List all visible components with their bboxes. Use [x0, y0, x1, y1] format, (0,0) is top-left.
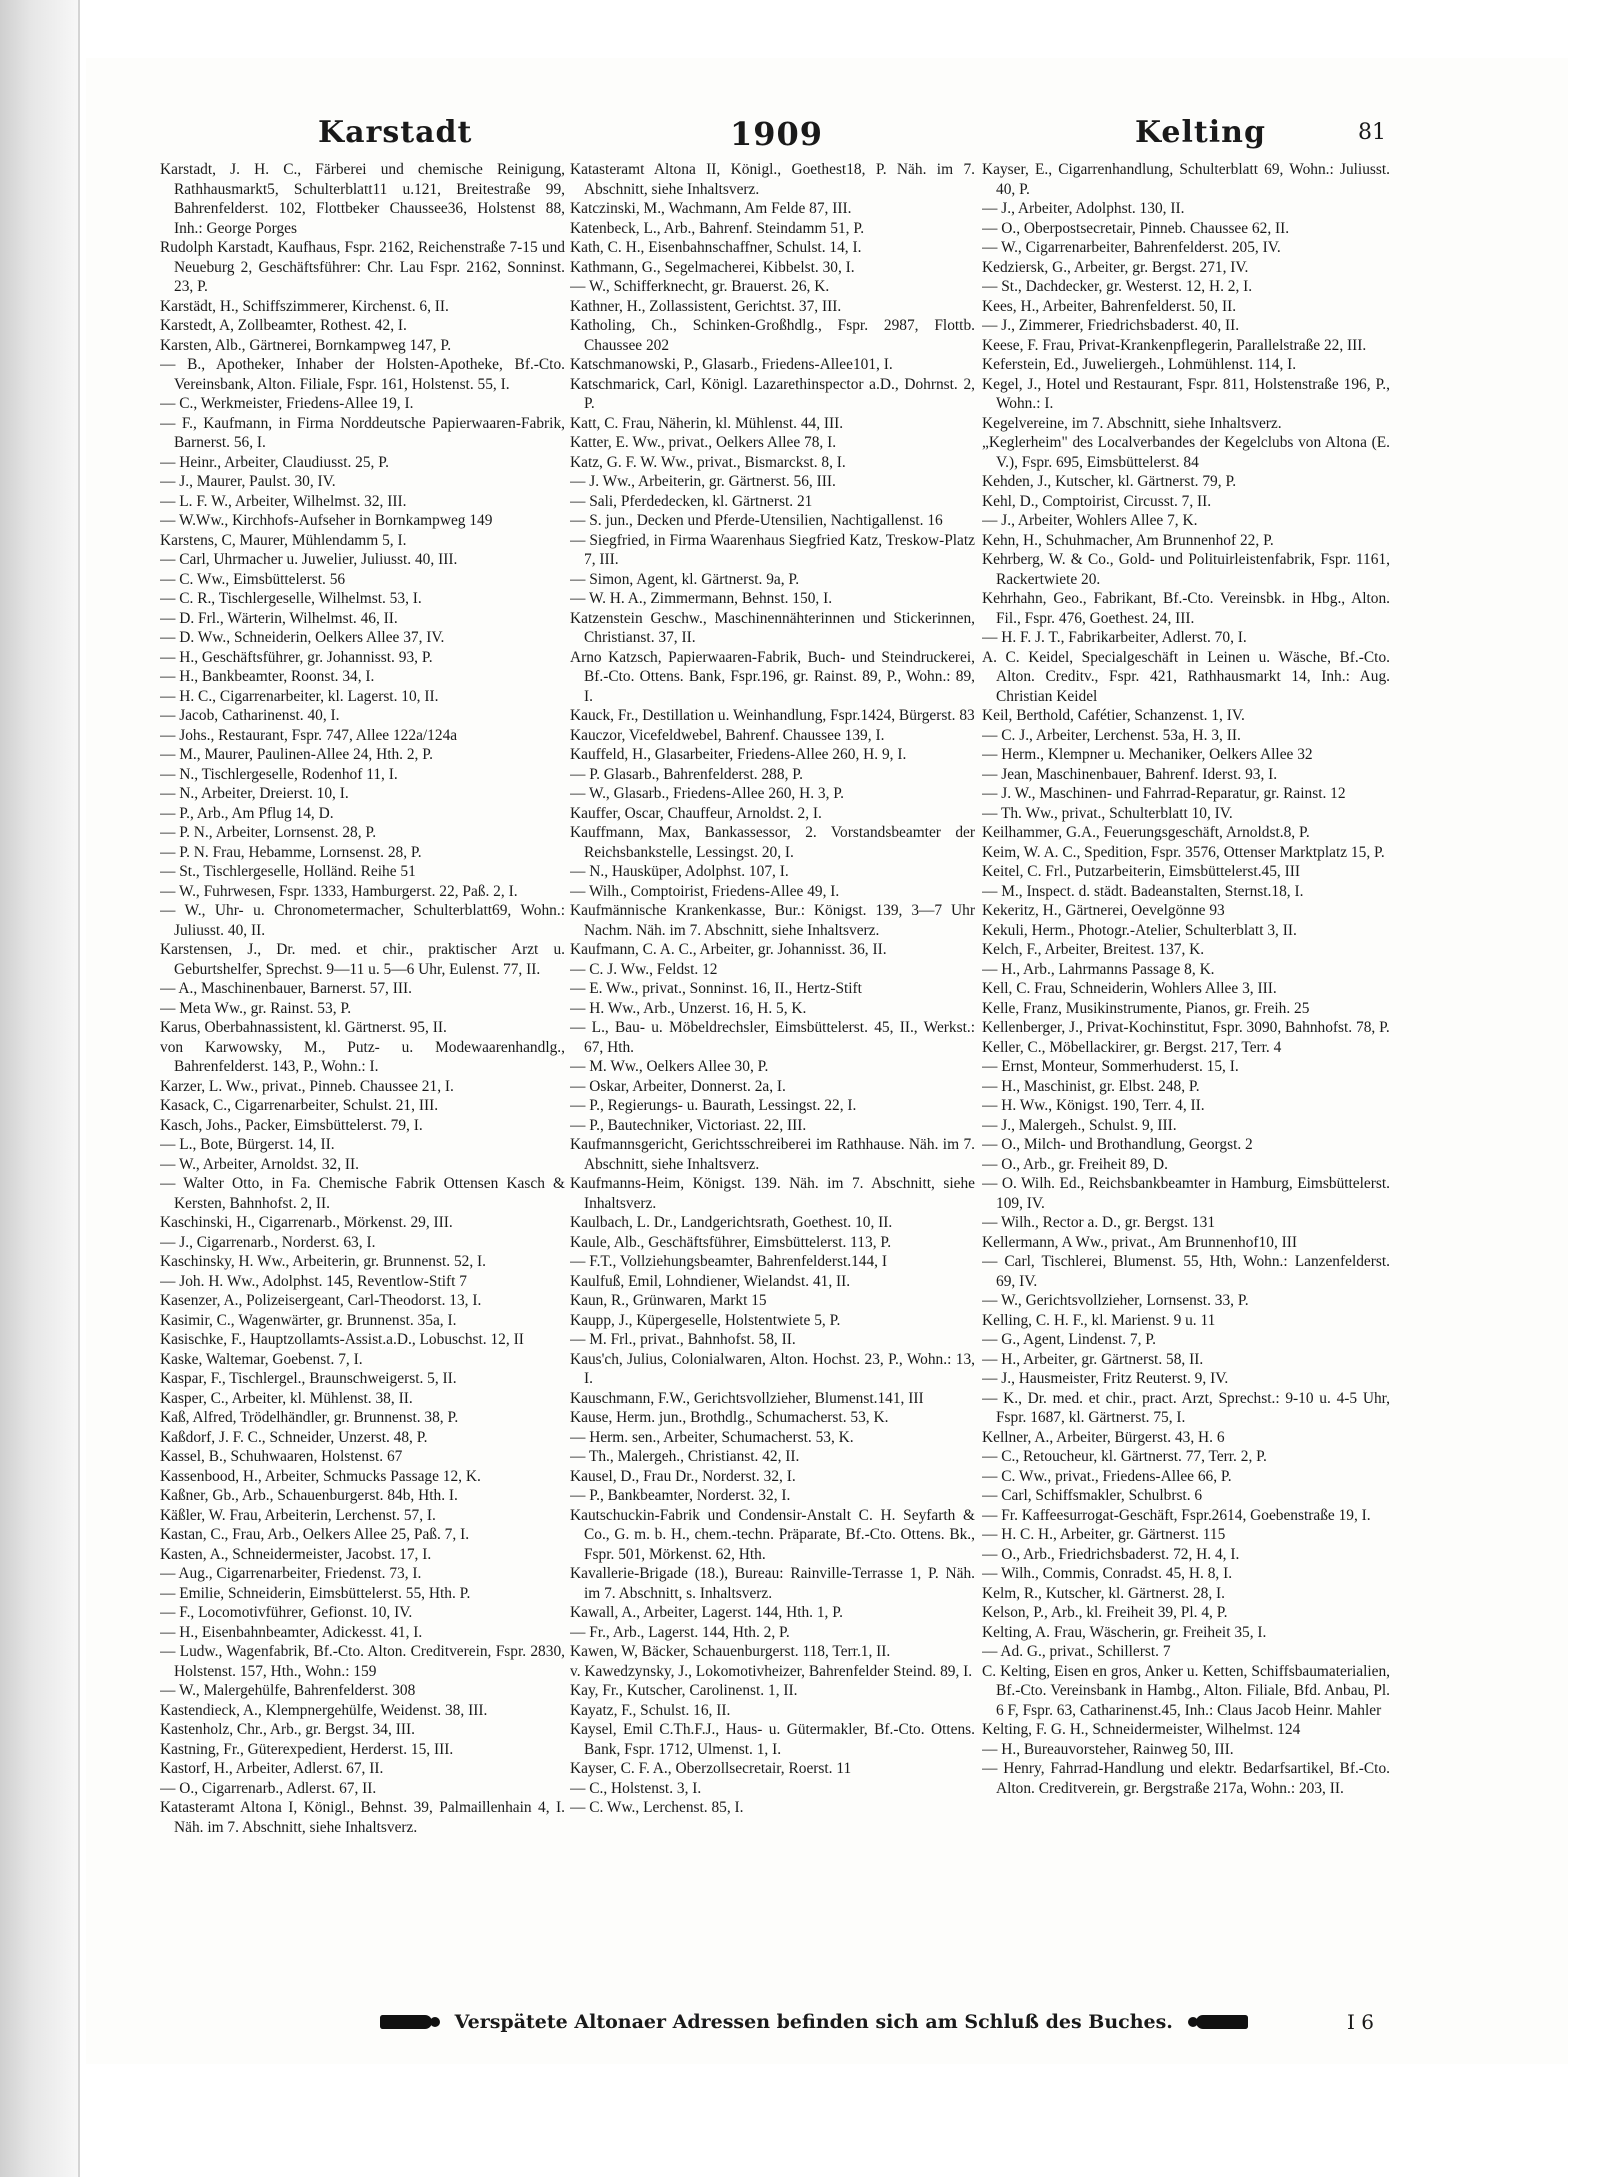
directory-entry: Kauczor, Vicefeldwebel, Bahrenf. Chaussee 139, I. — [570, 726, 885, 744]
directory-entry: Kekuli, Herm., Photogr.-Atelier, Schulterblatt 3, II. — [982, 921, 1297, 939]
directory-entry: — Ludw., Wagenfabrik, Bf.-Cto. Alton. Creditverein, Fspr. 2830, Holstenst. 157, Hth., Wohn.: 159 — [160, 1643, 565, 1680]
directory-entry: — C. R., Tischlergeselle, Wilhelmst. 53, I. — [160, 590, 422, 607]
directory-entry: — H., Maschinist, gr. Elbst. 248, P. — [982, 1077, 1200, 1095]
directory-entry: — J. Ww., Arbeiterin, gr. Gärtnerst. 56, III. — [570, 473, 836, 490]
directory-entry: Kaß, Alfred, Trödelhändler, gr. Brunnenst. 38, P. — [160, 1409, 459, 1426]
directory-entry: Kathner, H., Zollassistent, Gerichtst. 37, III. — [570, 297, 842, 315]
directory-entry: — Wilh., Comptoirist, Friedens-Allee 49, I. — [570, 882, 840, 900]
directory-entry: Kehl, D., Comptoirist, Circusst. 7, II. — [982, 492, 1212, 510]
directory-entry: Kelling, C. H. F., kl. Marienst. 9 u. 11 — [982, 1311, 1216, 1329]
directory-entry: Kastenholz, Chr., Arb., gr. Bergst. 34, III. — [160, 1721, 415, 1738]
directory-entry: Kauschmann, F.W., Gerichtsvollzieher, Blumenst.141, III — [570, 1389, 924, 1407]
directory-entry: Kassel, B., Schuhwaaren, Holstenst. 67 — [160, 1448, 403, 1465]
directory-entry: — O., Milch- und Brothandlung, Georgst. 2 — [982, 1136, 1253, 1153]
directory-entry: Kassenbood, H., Arbeiter, Schmucks Passage 12, K. — [160, 1467, 481, 1485]
directory-entry: Katzenstein Geschw., Maschinennähterinnen und Stickerinnen, Christianst. 37, II. — [570, 609, 975, 646]
directory-entry: — Henry, Fahrrad-Handlung und elektr. Bedarfsartikel, Bf.-Cto. Alton. Creditverein, gr. Bergstraße 217a, Wohn.: 203, II. — [982, 1760, 1390, 1797]
directory-entry: — P. N., Arbeiter, Lornsenst. 28, P. — [160, 824, 377, 841]
directory-entry: Keller, C., Möbellackirer, gr. Bergst. 217, Terr. 4 — [982, 1038, 1282, 1056]
directory-entry: Kehrberg, W. & Co., Gold- und Polituirleistenfabrik, Fspr. 1161, Rackertwiete 20. — [982, 551, 1390, 588]
directory-entry: Kawall, A., Arbeiter, Lagerst. 144, Hth. 1, P. — [570, 1604, 843, 1621]
directory-entry: Arno Katzsch, Papierwaaren-Fabrik, Buch- und Steindruckerei, Bf.-Cto. Ottens. Bank, Fspr.196, gr. Rainst. 89, P., Wohn.: 89, I. — [570, 648, 975, 705]
directory-entry: Kayatz, F., Schulst. 16, II. — [570, 1701, 731, 1719]
directory-entry: Keese, F. Frau, Privat-Krankenpflegerin, Parallelstraße 22, III. — [982, 336, 1367, 354]
directory-column-2 — [570, 160, 975, 2000]
header-year: 1909 — [730, 115, 824, 153]
directory-entry: Kelch, F., Arbeiter, Breitest. 137, K. — [982, 941, 1205, 958]
directory-entry: — H., Arb., Lahrmanns Passage 8, K. — [982, 960, 1215, 978]
directory-entry: — O., Arb., Friedrichsbaderst. 72, H. 4, I. — [982, 1545, 1240, 1563]
directory-entry: — Carl, Tischlerei, Blumenst. 55, Hth, Wohn.: Lanzenfelderst. 69, IV. — [982, 1253, 1390, 1290]
directory-entry: Kaufmann, C. A. C., Arbeiter, gr. Johannisst. 36, II. — [570, 941, 887, 958]
directory-entry: Rudolph Karstadt, Kaufhaus, Fspr. 2162, Reichenstraße 7-15 und Neueburg 2, Geschäftsführer: Chr. Lau Fspr. 2162, Sonninst. 23, P. — [160, 239, 565, 295]
directory-entry: — Fr., Arb., Lagerst. 144, Hth. 2, P. — [570, 1623, 790, 1641]
directory-entry: — C., Retoucheur, kl. Gärtnerst. 77, Terr. 2, P. — [982, 1448, 1267, 1465]
directory-entry: — P., Arb., Am Pflug 14, D. — [160, 804, 334, 822]
directory-entry: — J., Maurer, Paulst. 30, IV. — [160, 473, 336, 490]
directory-entry: Katasteramt Altona II, Königl., Goethest18, P. Näh. im 7. Abschnitt, siehe Inhaltsverz. — [570, 161, 975, 198]
directory-entry: — W., Gerichtsvollzieher, Lornsenst. 33, P. — [982, 1292, 1249, 1309]
directory-entry: — Fr. Kaffeesurrogat-Geschäft, Fspr.2614, Goebenstraße 19, I. — [982, 1506, 1371, 1524]
directory-entry: Katenbeck, L., Arb., Bahrenf. Steindamm 51, P. — [570, 219, 865, 237]
directory-entry: Kasimir, C., Wagenwärter, gr. Brunnenst. 35a, I. — [160, 1311, 457, 1329]
directory-entry: Karzer, L. Ww., privat., Pinneb. Chaussee 21, I. — [160, 1077, 454, 1095]
directory-entry: Kath, C. H., Eisenbahnschaffner, Schulst. 14, I. — [570, 239, 862, 256]
directory-entry: — Oskar, Arbeiter, Donnerst. 2a, I. — [570, 1077, 786, 1095]
directory-entry: Keilhammer, G.A., Feuerungsgeschäft, Arnoldst.8, P. — [982, 824, 1310, 841]
directory-entry: — W., Cigarrenarbeiter, Bahrenfelderst. 205, IV. — [982, 239, 1281, 256]
directory-entry: — P. Glasarb., Bahrenfelderst. 288, P. — [570, 765, 803, 783]
footer-text: Verspätete Altonaer Adressen befinden sich am Schluß des Buches. — [454, 2011, 1173, 2033]
directory-entry: — H., Arbeiter, gr. Gärtnerst. 58, II. — [982, 1350, 1204, 1368]
directory-entry: Kelting, A. Frau, Wäscherin, gr. Freiheit 35, I. — [982, 1623, 1267, 1641]
directory-entry: — Walter Otto, in Fa. Chemische Fabrik Ottensen Kasch & Kersten, Bahnhofst. 2, II. — [160, 1175, 565, 1212]
directory-entry: Kavallerie-Brigade (18.), Bureau: Rainville-Terrasse 1, P. Näh. im 7. Abschnitt, s. Inhaltsverz. — [570, 1565, 975, 1602]
directory-entry: Karstädt, H., Schiffszimmerer, Kirchenst. 6, II. — [160, 297, 449, 315]
directory-entry: Kaupp, J., Küpergeselle, Holstentwiete 5, P. — [570, 1311, 841, 1329]
directory-column-3 — [982, 160, 1390, 2000]
directory-entry: — E. Ww., privat., Sonninst. 16, II., Hertz-Stift — [570, 980, 862, 997]
directory-entry: Kasenzer, A., Polizeisergeant, Carl-Theodorst. 13, I. — [160, 1292, 482, 1309]
directory-entry: Katschmarick, Carl, Königl. Lazarethinspector a.D., Dohrnst. 2, P. — [570, 375, 975, 412]
directory-entry: Kautschuckin-Fabrik und Condensir-Anstalt C. H. Seyfarth & Co., G. m. b. H., chem.-techn. Präparate, Bf.-Cto. Ottens. Bk., Fspr. 501, Mörkenst. 62, Hth. — [570, 1506, 975, 1563]
directory-entry: Kastan, C., Frau, Arb., Oelkers Allee 25, Paß. 7, I. — [160, 1526, 470, 1543]
directory-entry: Katter, E. Ww., privat., Oelkers Allee 78, I. — [570, 434, 837, 451]
directory-entry: — C. J. Ww., Feldst. 12 — [570, 960, 718, 978]
directory-entry: — Sali, Pferdedecken, kl. Gärtnerst. 21 — [570, 492, 813, 510]
directory-entry: — P., Bautechniker, Victoriast. 22, III. — [570, 1116, 807, 1134]
directory-entry: Kelm, R., Kutscher, kl. Gärtnerst. 28, I. — [982, 1584, 1226, 1602]
directory-entry: Kelle, Franz, Musikinstrumente, Pianos, gr. Freih. 25 — [982, 999, 1310, 1017]
directory-entry: Kees, H., Arbeiter, Bahrenfelderst. 50, II. — [982, 297, 1237, 315]
directory-entry: — J., Arbeiter, Wohlers Allee 7, K. — [982, 512, 1198, 529]
directory-entry: v. Kawedzynsky, J., Lokomotivheizer, Bahrenfelder Steind. 89, I. — [570, 1662, 973, 1680]
page-edge — [0, 0, 78, 2177]
page-number: 81 — [1358, 120, 1386, 145]
directory-entry: — C., Werkmeister, Friedens-Allee 19, I. — [160, 395, 414, 412]
directory-entry: — J. W., Maschinen- und Fahrrad-Reparatur, gr. Rainst. 12 — [982, 785, 1346, 802]
directory-entry: — Aug., Cigarrenarbeiter, Friedenst. 73, I. — [160, 1565, 422, 1582]
directory-entry: Kaufmanns-Heim, Königst. 139. Näh. im 7. Abschnitt, siehe Inhaltsverz. — [570, 1175, 975, 1212]
directory-entry: — J., Hausmeister, Fritz Reuterst. 9, IV. — [982, 1370, 1229, 1387]
directory-entry: Kegel, J., Hotel und Restaurant, Fspr. 811, Holstenstraße 196, P., Wohn.: I. — [982, 375, 1390, 412]
directory-entry: — K., Dr. med. et chir., pract. Arzt, Sprechst.: 9-10 u. 4-5 Uhr, Fspr. 1687, kl. Gärtnerst. 75, I. — [982, 1389, 1390, 1426]
directory-entry: Karstadt, J. H. C., Färberei und chemische Reinigung, Rathhausmarkt5, Schulterblatt11 u.121, Breitestraße 99, Bahrenfelderst. 102, Flottbeker Chaussee36, Holstenst 88, Inh.: George Porges — [160, 161, 565, 237]
directory-entry: — W., Fuhrwesen, Fspr. 1333, Hamburgerst. 22, Paß. 2, I. — [160, 882, 518, 900]
directory-entry: Karstensen, J., Dr. med. et chir., praktischer Arzt u. Geburtshelfer, Sprechst. 9—11 u. 5—6 Uhr, Eulenst. 77, II. — [160, 941, 565, 978]
directory-entry: — D. Frl., Wärterin, Wilhelmst. 46, II. — [160, 609, 398, 627]
directory-entry: — P., Regierungs- u. Baurath, Lessingst. 22, I. — [570, 1097, 857, 1114]
directory-entry: — J., Zimmerer, Friedrichsbaderst. 40, II. — [982, 317, 1240, 334]
directory-entry: „Keglerheim" des Localverbandes der Kegelclubs von Altona (E. V.), Fspr. 695, Eimsbüttelerst. 84 — [982, 434, 1390, 471]
directory-entry: Katczinski, M., Wachmann, Am Felde 87, III. — [570, 200, 852, 217]
directory-entry: Karstens, C, Maurer, Mühlendamm 5, I. — [160, 531, 407, 549]
directory-entry: — Johs., Restaurant, Fspr. 747, Allee 122a/124a — [160, 726, 458, 744]
directory-entry: Kellenberger, J., Privat-Kochinstitut, Fspr. 3090, Bahnhofst. 78, P. — [982, 1019, 1390, 1036]
directory-entry: Kauffer, Oscar, Chauffeur, Arnoldst. 2, I. — [570, 804, 822, 822]
directory-entry: — P. N. Frau, Hebamme, Lornsenst. 28, P. — [160, 843, 422, 861]
directory-entry: Kauffeld, H., Glasarbeiter, Friedens-Allee 260, H. 9, I. — [570, 746, 907, 763]
directory-entry: — Jean, Maschinenbauer, Bahrenf. Iderst. 93, I. — [982, 765, 1278, 783]
directory-entry: — M. Ww., Oelkers Allee 30, P. — [570, 1058, 769, 1075]
directory-entry: — Herm., Klempner u. Mechaniker, Oelkers Allee 32 — [982, 746, 1313, 763]
directory-entry: Kauck, Fr., Destillation u. Weinhandlung, Fspr.1424, Bürgerst. 83 — [570, 707, 975, 724]
pointing-hand-icon — [380, 2015, 432, 2029]
directory-entry: — Th., Malergeh., Christianst. 42, II. — [570, 1448, 800, 1465]
directory-entry: — M. Frl., privat., Bahnhofst. 58, II. — [570, 1331, 796, 1348]
directory-entry: von Karwowsky, M., Putz- u. Modewaarenhandlg., Bahrenfelderst. 143, P., Wohn.: I. — [160, 1038, 565, 1075]
directory-entry: C. Kelting, Eisen en gros, Anker u. Ketten, Schiffsbaumaterialien, Bf.-Cto. Vereinsbank in Hambg., Alton. Filiale, Bfd. Anbau, Pl. 6 F, Fspr. 63, Catharinenst.45, Inh.: Claus Jacob Heinr. Mahler — [982, 1662, 1390, 1719]
directory-entry: Katschmanowski, P., Glasarb., Friedens-Allee101, I. — [570, 356, 893, 373]
directory-entry: — C. Ww., privat., Friedens-Allee 66, P. — [982, 1467, 1232, 1485]
directory-entry: — B., Apotheker, Inhaber der Holsten-Apotheke, Bf.-Cto. Vereinsbank, Alton. Filiale, Fspr. 161, Holstenst. 55, I. — [160, 356, 565, 393]
directory-entry: — O., Cigarrenarb., Adlerst. 67, II. — [160, 1779, 377, 1797]
directory-entry: Kaschinski, H., Cigarrenarb., Mörkenst. 29, III. — [160, 1214, 453, 1231]
directory-entry: — D. Ww., Schneiderin, Oelkers Allee 37, IV. — [160, 629, 445, 646]
directory-entry: Karus, Oberbahnassistent, kl. Gärtnerst. 95, II. — [160, 1019, 447, 1036]
directory-entry: Kauffmann, Max, Bankassessor, 2. Vorstandsbeamter der Reichsbankstelle, Lessingst. 20, I. — [570, 824, 975, 861]
directory-entry: Kasch, Johs., Packer, Eimsbüttelerst. 79, I. — [160, 1116, 423, 1134]
directory-entry: Kausel, D., Frau Dr., Norderst. 32, I. — [570, 1467, 796, 1485]
directory-entry: — A., Maschinenbauer, Barnerst. 57, III. — [160, 980, 412, 997]
directory-entry: — H., Geschäftsführer, gr. Johannisst. 93, P. — [160, 648, 433, 666]
directory-entry: Kasper, C., Arbeiter, kl. Mühlenst. 38, II. — [160, 1389, 413, 1407]
directory-entry: — Carl, Uhrmacher u. Juwelier, Juliusst. 40, III. — [160, 551, 458, 568]
directory-entry: — N., Hausküper, Adolphst. 107, I. — [570, 863, 789, 880]
directory-entry: — Ernst, Monteur, Sommerhuderst. 15, I. — [982, 1058, 1239, 1075]
directory-entry: Kause, Herm. jun., Brothdlg., Schumacherst. 53, K. — [570, 1409, 889, 1426]
directory-entry: Kasischke, F., Hauptzollamts-Assist.a.D., Lobuschst. 12, II — [160, 1331, 524, 1348]
directory-entry: Käßler, W. Frau, Arbeiterin, Lerchenst. 57, I. — [160, 1506, 436, 1524]
directory-entry: — O., Oberpostsecretair, Pinneb. Chaussee 62, II. — [982, 219, 1290, 237]
directory-entry: — F.T., Vollziehungsbeamter, Bahrenfelderst.144, I — [570, 1253, 888, 1270]
directory-entry: Kelting, F. G. H., Schneidermeister, Wilhelmst. 124 — [982, 1721, 1301, 1738]
directory-entry: Keferstein, Ed., Juweliergeh., Lohmühlenst. 114, I. — [982, 356, 1297, 373]
directory-entry: Kay, Fr., Kutscher, Carolinenst. 1, II. — [570, 1682, 798, 1699]
directory-entry: Kathmann, G., Segelmacherei, Kibbelst. 30, I. — [570, 258, 855, 276]
directory-entry: — Jacob, Catharinenst. 40, I. — [160, 707, 340, 724]
directory-entry: Kaus'ch, Julius, Colonialwaren, Alton. Hochst. 23, P., Wohn.: 13, I. — [570, 1350, 975, 1387]
directory-entry: — H. Ww., Arb., Unzerst. 16, H. 5, K. — [570, 999, 807, 1017]
directory-entry: — J., Malergeh., Schulst. 9, III. — [982, 1116, 1177, 1134]
header-right-keyword: Kelting — [1135, 115, 1266, 150]
directory-entry: — C. J., Arbeiter, Lerchenst. 53a, H. 3, II. — [982, 726, 1241, 744]
directory-entry: — Carl, Schiffsmakler, Schulbrst. 6 — [982, 1487, 1203, 1504]
directory-entry: Kaulfuß, Emil, Lohndiener, Wielandst. 41, II. — [570, 1272, 851, 1290]
directory-entry: Kaysel, Emil C.Th.F.J., Haus- u. Gütermakler, Bf.-Cto. Ottens. Bank, Fspr. 1712, Ulmenst. 1, I. — [570, 1721, 975, 1758]
directory-entry: — M., Inspect. d. städt. Badeanstalten, Sternst.18, I. — [982, 882, 1304, 900]
directory-entry: — Ad. G., privat., Schillerst. 7 — [982, 1643, 1171, 1660]
directory-entry: Kaßner, Gb., Arb., Schauenburgerst. 84b, Hth. I. — [160, 1487, 458, 1504]
directory-entry: — M., Maurer, Paulinen-Allee 24, Hth. 2, P. — [160, 746, 433, 763]
directory-entry: Kastning, Fr., Güterexpedient, Herderst. 15, III. — [160, 1740, 454, 1758]
directory-entry: Karstedt, A, Zollbeamter, Rothest. 42, I. — [160, 317, 407, 334]
directory-entry: Kellermann, A Ww., privat., Am Brunnenhof10, III — [982, 1233, 1298, 1251]
directory-entry: — P., Bankbeamter, Norderst. 32, I. — [570, 1487, 791, 1504]
directory-entry: Kastorf, H., Arbeiter, Adlerst. 67, II. — [160, 1760, 384, 1777]
directory-entry: — S. jun., Decken und Pferde-Utensilien, Nachtigallenst. 16 — [570, 512, 943, 529]
directory-entry: Kehrhahn, Geo., Fabrikant, Bf.-Cto. Vereinsbk. in Hbg., Alton. Fil., Fspr. 476, Goethest. 24, III. — [982, 590, 1390, 627]
directory-entry: — W., Schifferknecht, gr. Brauerst. 26, K. — [570, 278, 830, 295]
directory-entry: — W., Glasarb., Friedens-Allee 260, H. 3, P. — [570, 785, 845, 802]
directory-entry: — O. Wilh. Ed., Reichsbankbeamter in Hamburg, Eimsbüttelerst. 109, IV. — [982, 1175, 1390, 1212]
directory-entry: — H. F. J. T., Fabrikarbeiter, Adlerst. 70, I. — [982, 629, 1247, 646]
directory-entry: Karsten, Alb., Gärtnerei, Bornkampweg 147, P. — [160, 336, 452, 354]
directory-entry: Kasack, C., Cigarrenarbeiter, Schulst. 21, III. — [160, 1097, 439, 1114]
directory-entry: Kehden, J., Kutscher, kl. Gärtnerst. 79, P. — [982, 473, 1237, 490]
directory-entry: Kelson, P., Arb., kl. Freiheit 39, Pl. 4, P. — [982, 1604, 1228, 1621]
directory-entry: — H., Bureauvorsteher, Rainweg 50, III. — [982, 1740, 1234, 1758]
directory-entry: — Emilie, Schneiderin, Eimsbüttelerst. 55, Hth. P. — [160, 1584, 471, 1602]
directory-entry: — C. Ww., Lerchenst. 85, I. — [570, 1799, 744, 1816]
directory-entry: Keil, Berthold, Cafétier, Schanzenst. 1, IV. — [982, 707, 1245, 724]
directory-entry: Kawen, W, Bäcker, Schauenburgerst. 118, Terr.1, II. — [570, 1643, 891, 1660]
directory-entry: — F., Kaufmann, in Firma Norddeutsche Papierwaaren-Fabrik, Barnerst. 56, I. — [160, 414, 565, 451]
directory-entry: — Wilh., Commis, Conradst. 45, H. 8, I. — [982, 1565, 1233, 1582]
directory-entry: — J., Arbeiter, Adolphst. 130, II. — [982, 200, 1185, 217]
directory-entry: Kaske, Waltemar, Goebenst. 7, I. — [160, 1350, 363, 1368]
directory-entry: — L. F. W., Arbeiter, Wilhelmst. 32, III. — [160, 492, 407, 510]
directory-entry: A. C. Keidel, Specialgeschäft in Leinen u. Wäsche, Bf.-Cto. Alton. Creditv., Fspr. 421, Rathhausmarkt 14, Inh.: Aug. Christian Keidel — [982, 648, 1390, 705]
directory-entry: — C. Ww., Eimsbüttelerst. 56 — [160, 570, 346, 588]
signature-mark: I 6 — [1347, 2010, 1374, 2034]
directory-entry: — G., Agent, Lindenst. 7, P. — [982, 1331, 1156, 1348]
directory-entry: Kayser, E., Cigarrenhandlung, Schulterblatt 69, Wohn.: Juliusst. 40, P. — [982, 161, 1390, 198]
directory-entry: Kell, C. Frau, Schneiderin, Wohlers Allee 3, III. — [982, 980, 1277, 997]
directory-entry: Katt, C. Frau, Näherin, kl. Mühlenst. 44, III. — [570, 414, 844, 432]
directory-entry: Kegelvereine, im 7. Abschnitt, siehe Inhaltsverz. — [982, 414, 1282, 432]
directory-entry: Kaule, Alb., Geschäftsführer, Eimsbüttelerst. 113, P. — [570, 1233, 892, 1251]
directory-entry: — H. C., Cigarrenarbeiter, kl. Lagerst. 10, II. — [160, 687, 439, 705]
header-left-keyword: Karstadt — [318, 115, 473, 150]
directory-entry: — H. C. H., Arbeiter, gr. Gärtnerst. 115 — [982, 1526, 1226, 1543]
directory-entry: Kellner, A., Arbeiter, Bürgerst. 43, H. 6 — [982, 1428, 1225, 1446]
directory-entry: Kasten, A., Schneidermeister, Jacobst. 17, I. — [160, 1545, 432, 1563]
directory-entry: — O., Arb., gr. Freiheit 89, D. — [982, 1155, 1168, 1173]
directory-entry: Keitel, C. Frl., Putzarbeiterin, Eimsbüttelerst.45, III — [982, 863, 1301, 880]
directory-entry: Kaufmännische Krankenkasse, Bur.: Königst. 139, 3—7 Uhr Nachm. Näh. im 7. Abschnitt, siehe Inhaltsverz. — [570, 902, 975, 939]
directory-entry: — Heinr., Arbeiter, Claudiusst. 25, P. — [160, 453, 389, 471]
directory-entry: Kedziersk, G., Arbeiter, gr. Bergst. 271, IV. — [982, 258, 1249, 276]
directory-entry: — Th. Ww., privat., Schulterblatt 10, IV. — [982, 804, 1233, 822]
directory-entry: Kaspar, F., Tischlergel., Braunschweigerst. 5, II. — [160, 1370, 457, 1387]
directory-entry: — Wilh., Rector a. D., gr. Bergst. 131 — [982, 1214, 1216, 1231]
directory-entry: — J., Cigarrenarb., Norderst. 63, I. — [160, 1233, 376, 1251]
directory-entry: — W., Arbeiter, Arnoldst. 32, II. — [160, 1155, 360, 1173]
directory-entry: Kastendieck, A., Klempnergehülfe, Weidenst. 38, III. — [160, 1701, 488, 1719]
directory-entry: — St., Tischlergeselle, Holländ. Reihe 51 — [160, 863, 416, 880]
directory-entry: Katasteramt Altona I, Königl., Behnst. 39, Palmaillenhain 4, I. Näh. im 7. Abschnitt, siehe Inhaltsverz. — [160, 1799, 565, 1836]
directory-entry: Kaulbach, L. Dr., Landgerichtsrath, Goethest. 10, II. — [570, 1214, 893, 1231]
directory-entry: — Meta Ww., gr. Rainst. 53, P. — [160, 999, 352, 1017]
directory-entry: — H. Ww., Königst. 190, Terr. 4, II. — [982, 1097, 1205, 1114]
directory-entry: Keim, W. A. C., Spedition, Fspr. 3576, Ottenser Marktplatz 15, P. — [982, 843, 1385, 861]
directory-entry: — H., Eisenbahnbeamter, Adickesst. 41, I. — [160, 1623, 423, 1641]
directory-entry: Katz, G. F. W. Ww., privat., Bismarckst. 8, I. — [570, 453, 846, 471]
directory-entry: — Simon, Agent, kl. Gärtnerst. 9a, P. — [570, 570, 800, 588]
pointing-hand-icon — [1196, 2015, 1248, 2029]
directory-entry: Kaßdorf, J. F. C., Schneider, Unzerst. 48, P. — [160, 1428, 428, 1446]
directory-entry: Kaschinsky, H. Ww., Arbeiterin, gr. Brunnenst. 52, I. — [160, 1253, 487, 1270]
directory-entry: — N., Arbeiter, Dreierst. 10, I. — [160, 785, 349, 802]
directory-column-1 — [160, 160, 565, 2000]
directory-entry: Kaun, R., Grünwaren, Markt 15 — [570, 1292, 767, 1309]
directory-entry: Katholing, Ch., Schinken-Großhdlg., Fspr. 2987, Flottb. Chaussee 202 — [570, 317, 975, 354]
directory-entry: — St., Dachdecker, gr. Westerst. 12, H. 2, I. — [982, 278, 1253, 295]
directory-entry: — W., Uhr- u. Chronometermacher, Schulterblatt69, Wohn.: Juliusst. 40, II. — [160, 902, 565, 939]
directory-entry: — W.Ww., Kirchhofs-Aufseher in Bornkampweg 149 — [160, 512, 493, 529]
directory-entry: Kehn, H., Schuhmacher, Am Brunnenhof 22, P. — [982, 531, 1274, 549]
directory-entry: Kayser, C. F. A., Oberzollsecretair, Roerst. 11 — [570, 1760, 852, 1777]
directory-entry: — L., Bau- u. Möbeldrechsler, Eimsbüttelerst. 45, II., Werkst.: 67, Hth. — [570, 1019, 975, 1056]
directory-entry: — L., Bote, Bürgerst. 14, II. — [160, 1136, 335, 1153]
directory-entry: — Herm. sen., Arbeiter, Schumacherst. 53, K. — [570, 1428, 854, 1446]
directory-entry: Kaufmannsgericht, Gerichtsschreiberei im Rathhause. Näh. im 7. Abschnitt, siehe Inhaltsverz. — [570, 1136, 975, 1173]
directory-entry: — C., Holstenst. 3, I. — [570, 1779, 702, 1797]
directory-entry: — H., Bankbeamter, Roonst. 34, I. — [160, 668, 375, 685]
directory-entry: — W., Malergehülfe, Bahrenfelderst. 308 — [160, 1682, 416, 1699]
directory-entry: — Siegfried, in Firma Waarenhaus Siegfried Katz, Treskow-Platz 7, III. — [570, 531, 975, 568]
footer-notice — [380, 2010, 1340, 2040]
directory-entry: Kekeritz, H., Gärtnerei, Oevelgönne 93 — [982, 902, 1225, 919]
directory-entry: — N., Tischlergeselle, Rodenhof 11, I. — [160, 765, 398, 783]
page-gutter — [78, 0, 80, 2177]
directory-entry: — W. H. A., Zimmermann, Behnst. 150, I. — [570, 590, 833, 607]
directory-entry: — F., Locomotivführer, Gefionst. 10, IV. — [160, 1604, 413, 1621]
directory-entry: — Joh. H. Ww., Adolphst. 145, Reventlow-Stift 7 — [160, 1272, 467, 1290]
